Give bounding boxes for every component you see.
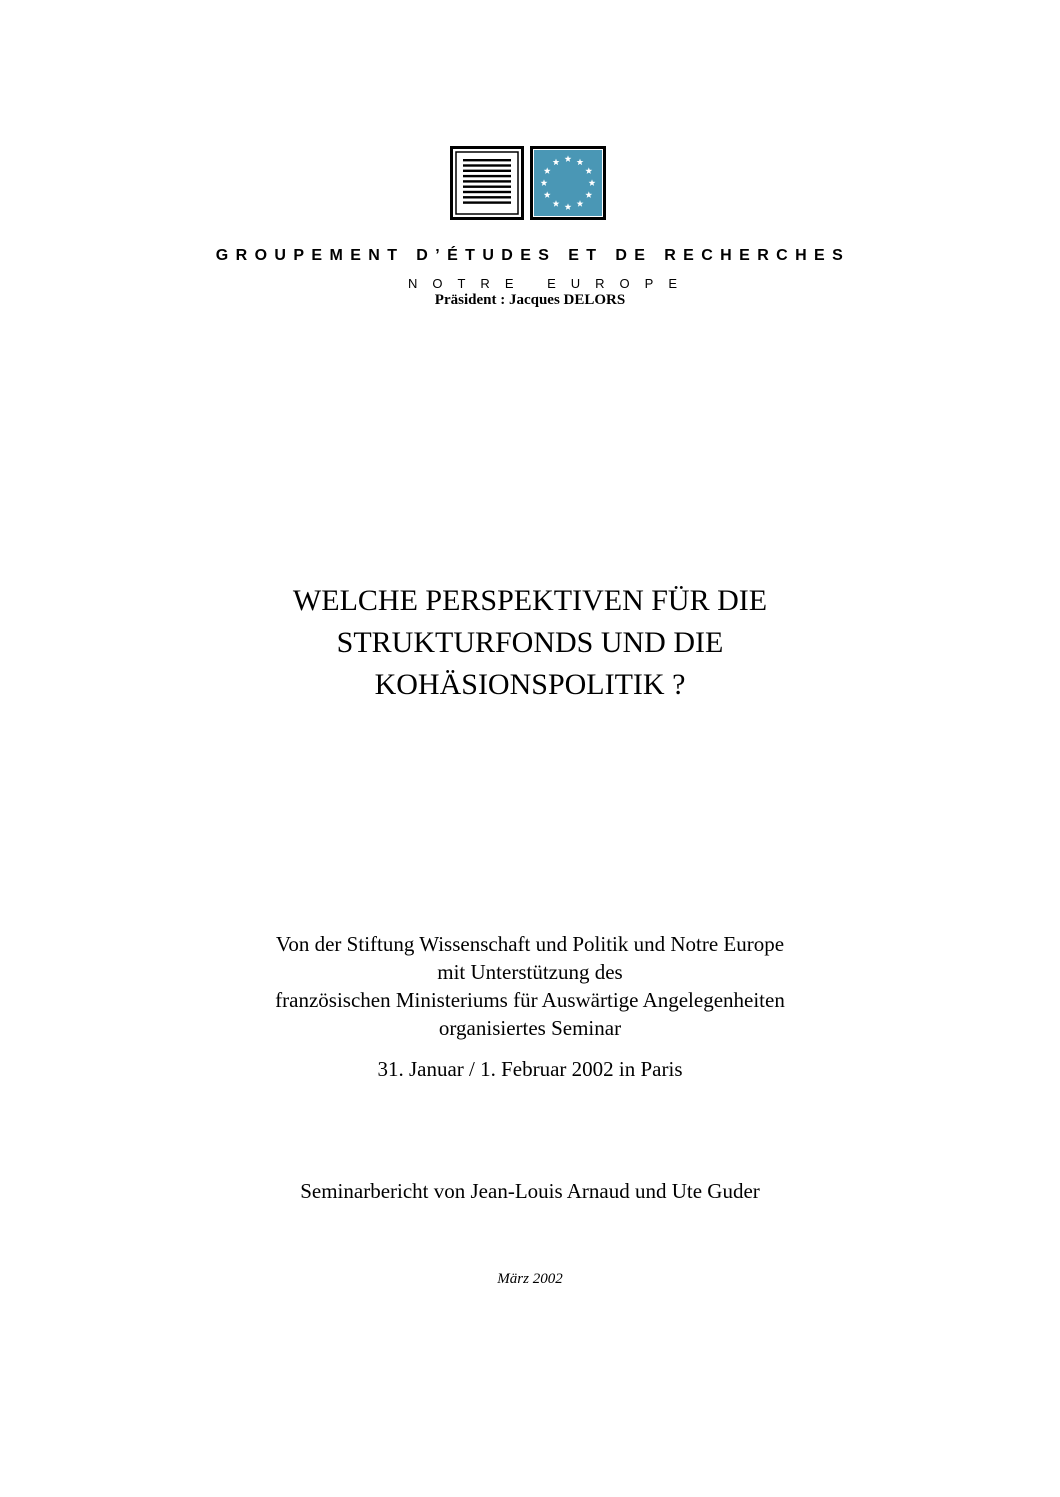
logo-graphic [450,146,606,220]
notre-europe-logo [450,146,606,220]
organizers-line-1: Von der Stiftung Wissenschaft und Politik und Notre Europe [275,932,785,956]
title-line-2: STRUKTURFONDS UND DIE [336,626,724,659]
organizers-line-3: französischen Ministeriums für Auswärtige Angelegenheiten [275,988,785,1012]
event-date: 31. Januar / 1. Februar 2002 in Paris [377,1057,683,1081]
report-authors: Seminarbericht von Jean-Louis Arnaud und Ute Guder [300,1179,760,1203]
title-line-3: KOHÄSIONSPOLITIK ? [374,668,686,701]
organization-name: GROUPEMENT D’ÉTUDES ET DE RECHERCHES [215,247,851,264]
document-lines-icon [463,159,511,204]
title-line-1: WELCHE PERSPEKTIVEN FÜR DIE [292,584,768,617]
president-line: Präsident : Jacques DELORS [434,292,626,308]
organizers-line-2: mit Unterstützung des [437,960,623,984]
publication-date: März 2002 [497,1271,563,1287]
document-title [0,580,1060,706]
organizers-line-4: organisiertes Seminar [438,1016,622,1040]
organizers-block [0,930,1060,1042]
organization-subtitle: NOTRE EUROPE [407,276,692,291]
